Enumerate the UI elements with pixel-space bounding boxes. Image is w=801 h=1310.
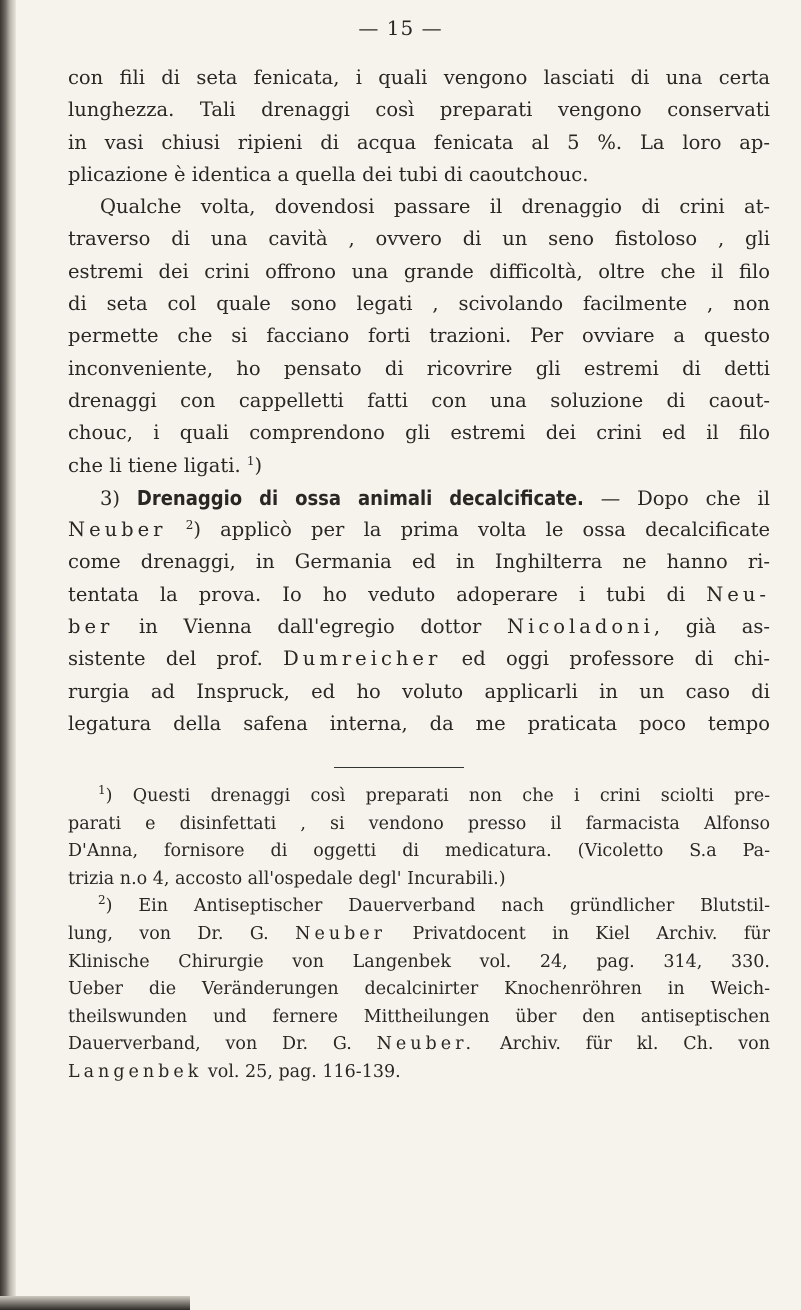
footnote-line: trizia n.o 4, accosto all'ospedale degl' Incurabili.) <box>68 868 506 889</box>
footnote-ref: 1 <box>246 453 255 468</box>
text-line: legatura della safena interna, da me praticata poco tempo <box>68 711 770 735</box>
author-name: Neuber. <box>376 1034 476 1055</box>
text-line: traverso di una cavità , ovvero di un seno fistoloso , gli <box>68 227 770 251</box>
page-edge-shadow <box>0 1296 190 1310</box>
section-heading: Drenaggio di ossa animali decalcificate. <box>136 485 584 510</box>
author-name: Neu- <box>706 582 770 606</box>
footnote-ref: 2 <box>185 518 194 533</box>
footnote-line: D'Anna, fornisore di oggetti di medicatura. (Vicoletto S.a Pa- <box>68 841 770 862</box>
footnotes <box>68 783 770 1087</box>
book-spine-shadow <box>0 0 16 1310</box>
text-line: permette che si facciano forti trazioni. Per ovviare a questo <box>68 324 770 348</box>
text-line: ber in Vienna dall'egregio dottor Nicoladoni, già as- <box>68 615 770 639</box>
text-line: Neuber $^2$) applicò per la prima volta le ossa decalcificate <box>68 518 770 542</box>
author-name: Neuber <box>295 923 387 944</box>
footnote-line: $^2$) Ein Antiseptischer Dauerverband nach gründlicher Blutstil- <box>98 893 770 917</box>
main-text <box>68 62 770 740</box>
footnote-line: parati e disinfettati , si vendono presso il farmacista Alfonso <box>68 813 770 834</box>
text-line: rurgia ad Inspruck, ed ho voluto applicarli in un caso di <box>68 679 770 703</box>
author-name: Langenbek <box>68 1061 203 1082</box>
text-line: con fili di seta fenicata, i quali vengono lasciati di una certa <box>68 66 770 89</box>
author-name: Neuber <box>68 518 167 542</box>
footnote-line: Langenbek vol. 25, pag. 116-139. <box>68 1061 401 1082</box>
text-line: Qualche volta, dovendosi passare il drenaggio di crini at- <box>100 195 770 219</box>
footnote-divider <box>334 767 464 768</box>
section-heading-line: 3) Drenaggio di ossa animali decalcificate. — Dopo che il <box>100 485 771 510</box>
text-line: lunghezza. Tali drenaggi così preparati vengono conservati <box>68 98 770 122</box>
text-line: chouc, i quali comprendono gli estremi dei crini ed il filo <box>68 421 770 445</box>
text-line: che li tiene ligati. $^1$) <box>68 453 263 477</box>
footnote-line: Ueber die Veränderungen decalcinirter Knochenröhren in Weich- <box>68 979 770 1000</box>
text-line: in vasi chiusi ripieni di acqua fenicata al 5 %. La loro ap- <box>68 130 770 154</box>
footnote-line: theilswunden und fernere Mittheilungen über den antiseptischen <box>68 1006 770 1027</box>
text-line: come drenaggi, in Germania ed in Inghilterra ne hanno ri- <box>68 550 770 574</box>
text-line: plicazione è identica a quella dei tubi di caoutchouc. <box>68 162 589 186</box>
footnote-line: lung, von Dr. G. Neuber Privatdocent in Kiel Archiv. für <box>68 923 770 944</box>
text-line: drenaggi con cappelletti fatti con una soluzione di caout- <box>68 388 770 412</box>
text-line: di seta col quale sono legati , scivolando facilmente , non <box>68 292 770 316</box>
text-line: estremi dei crini offrono una grande difficoltà, oltre che il filo <box>68 259 770 283</box>
text-line: inconveniente, ho pensato di ricovrire gli estremi di detti <box>68 356 770 380</box>
footnote-line: Dauerverband, von Dr. G. Neuber. Archiv. für kl. Ch. von <box>68 1034 770 1055</box>
text-line: sistente del prof. Dumreicher ed oggi professore di chi- <box>68 647 770 671</box>
page-number: — 15 — <box>358 16 443 40</box>
footnote-line: $^1$) Questi drenaggi così preparati non che i crini sciolti pre- <box>98 783 770 806</box>
author-name: Dumreicher <box>283 647 442 671</box>
text-line: tentata la prova. Io ho veduto adoperare i tubi di Neu- <box>68 582 770 606</box>
author-name: Nicoladoni <box>507 615 654 639</box>
footnote-mark: 2 <box>98 893 106 908</box>
footnote-mark: 1 <box>98 783 106 797</box>
footnote-line: Klinische Chirurgie von Langenbek vol. 24, pag. 314, 330. <box>68 951 770 972</box>
author-name: ber <box>68 615 114 639</box>
